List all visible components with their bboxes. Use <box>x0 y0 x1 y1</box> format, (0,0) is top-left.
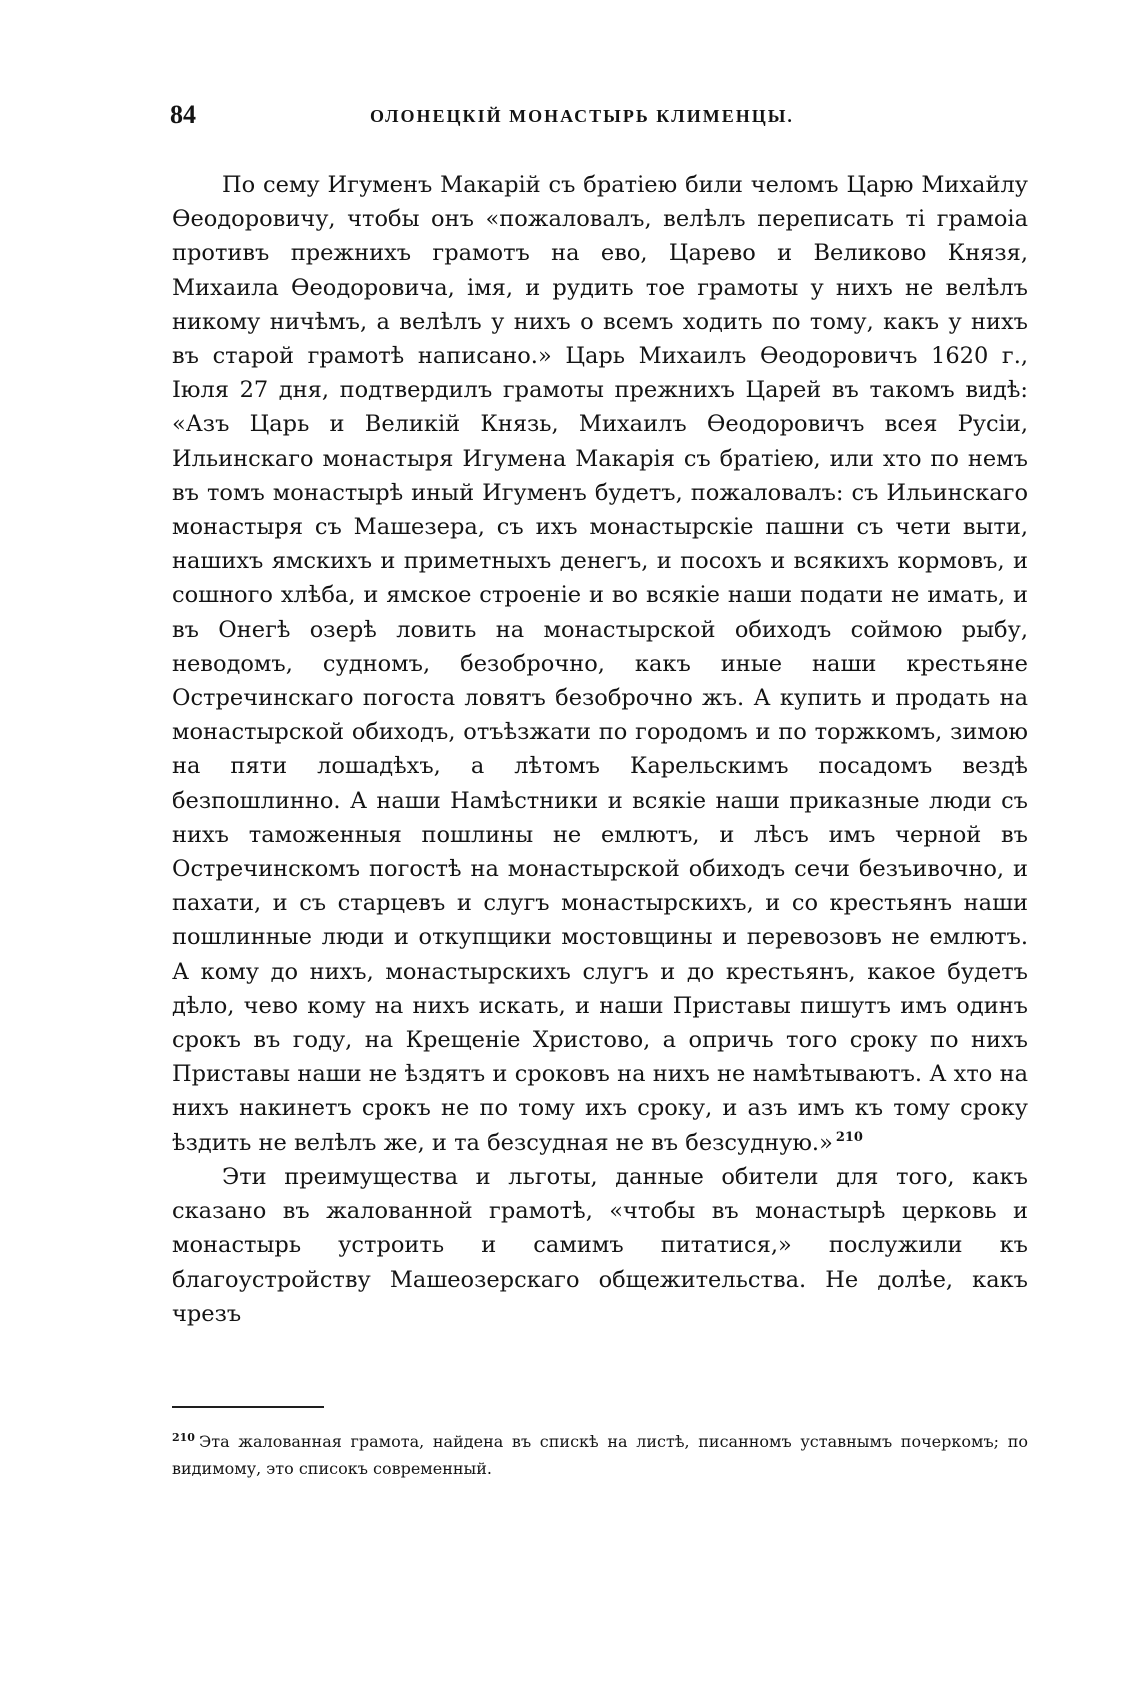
page-number: 84 <box>170 100 196 129</box>
footnote <box>172 1428 1028 1482</box>
paragraph <box>172 168 1028 1160</box>
footnote-marker: 210 <box>172 1430 195 1444</box>
footnote-divider <box>172 1406 324 1408</box>
paragraph-text: Эти преимущества и льготы, данные обители для того, какъ сказано въ жалованной грамотѣ, «чтобы въ монастырѣ церковь и монастырь устроить и самимъ питатися,» послужили къ благоустройству Машеозерскаго общежительства. Не долѣе, какъ чрезъ <box>172 1163 1028 1327</box>
running-head <box>170 100 1030 140</box>
paragraph-text: По сему Игуменъ Макарій съ братіею били челомъ Царю Михайлу Ѳеодоровичу, чтобы онъ «пожаловалъ, велѣлъ переписать ті грамоіа противъ прежнихъ грамотъ на ево, Царево и Великово Князя, Михаила Ѳеодоровича, імя, и рудить тое грамоты у нихъ не велѣлъ никому ничѣмъ, а велѣлъ у нихъ о всемъ ходить по тому, какъ у нихъ въ старой грамотѣ написано.» Царь Михаилъ Ѳеодоровичъ 1620 г., Іюля 27 дня, подтвердилъ грамоты прежнихъ Царей въ такомъ видѣ: «Азъ Царь и Великій Князь, Михаилъ Ѳеодоровичъ всея Русіи, Ильинскаго монастыря Игумена Макарія съ братіею, или хто по немъ въ томъ монастырѣ иный Игуменъ будетъ, пожаловалъ: съ Ильинскаго монастыря съ Машезера, съ ихъ монастырскіе пашни съ чети выти, нашихъ ямскихъ и приметныхъ денегъ, и посохъ и всякихъ кормовъ, и сошного хлѣба, и ямское строеніе и во всякіе наши подати не имать, и въ Онегѣ озерѣ ловить на монастырской обиходъ соймою рыбу, неводомъ, судномъ, безоброчно, какъ иные наши крестьяне Остречинскаго погоста ловятъ безоброчно жъ. А купить и продать на монастырской обиходъ, отъѣзжати по городомъ и по торжкомъ, зимою на пяти лошадѣхъ, а лѣтомъ Карельскимъ посадомъ вездѣ безпошлинно. А наши Намѣстники и всякіе наши приказные люди съ нихъ таможенныя пошлины не емлютъ, и лѣсъ имъ черной въ Остречинскомъ погостѣ на монастырской обиходъ сечи безъивочно, и пахати, и съ старцевъ и слугъ монастырскихъ, и со крестьянъ наши пошлинные люди и откупщики мостовщины и перевозовъ не емлютъ. А кому до нихъ, монастырскихъ слугъ и до крестьянъ, какое будетъ дѣло, чево кому на нихъ искать, и наши Приставы пишутъ имъ одинъ срокъ въ году, на Крещеніе Христово, а опричь того сроку по нихъ Приставы наши не ѣздятъ и сроковъ на нихъ не намѣтываютъ. А хто на нихъ накинетъ срокъ не по тому ихъ сроку, и азъ имъ къ тому сроку ѣздить не велѣлъ же, и та безсудная не въ безсудную.» <box>172 172 1028 1156</box>
footnote-text: Эта жалованная грамота, найдена въ спискѣ на листѣ, писанномъ уставнымъ почеркомъ; по видимому, это списокъ современный. <box>172 1432 1028 1478</box>
running-title: ОЛОНЕЦКІЙ МОНАСТЫРЬ КЛИМЕНЦЫ. <box>370 106 794 126</box>
paragraph <box>172 1160 1028 1331</box>
footnote-reference: 210 <box>835 1130 863 1146</box>
main-text <box>172 168 1028 1331</box>
